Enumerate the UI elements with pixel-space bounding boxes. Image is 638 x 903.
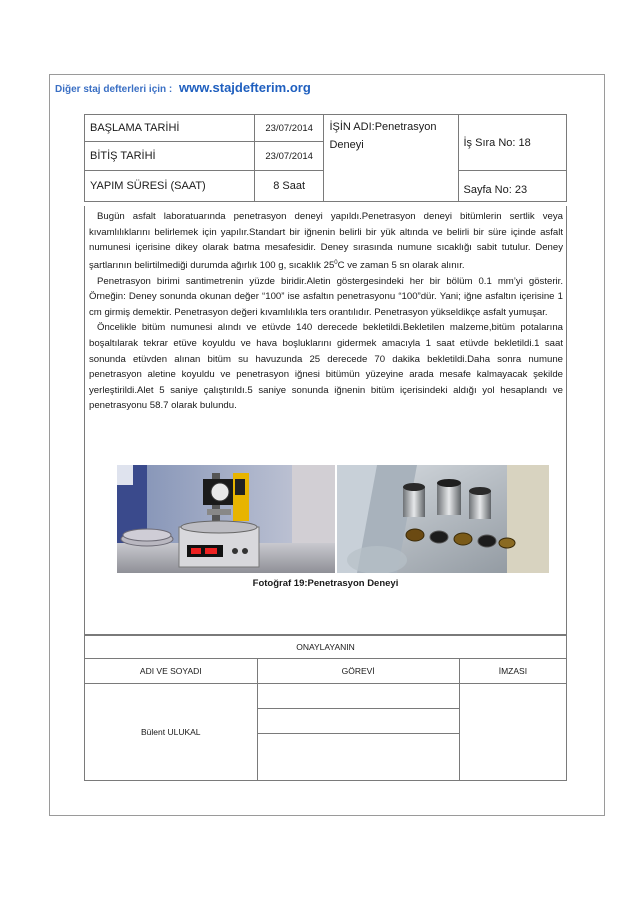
header-prefix: Diğer staj defterleri için : xyxy=(55,84,173,95)
sayfa-no: Sayfa No: 23 xyxy=(458,171,567,202)
duration-value: 8 Saat xyxy=(254,171,324,202)
report-text xyxy=(89,209,563,414)
start-date: 23/07/2014 xyxy=(254,115,324,142)
paragraph-2: Penetrasyon birimi santimetrenin yüzde biridir.Aletin göstergesindeki her bir bölüm 0.1 mm’yi gösterir. Örneğin: Deney sonunda okunan değer “100” ise asfaltın penetrasyonu “100”dür. Yani; iğne asfaltın içerisine 1 cm girmiş demektir. Penetrasyon değeri kıvamlılıkla ters orantılıdır. Penetrasyon yükseldikçe asfalt yumuşar. xyxy=(89,275,563,318)
role-cell-2 xyxy=(257,709,459,734)
containers-photo xyxy=(337,465,549,573)
paragraph-3: Öncelikle bitüm numunesi alındı ve etüvde 140 derecede bekletildi.Bekletilen malzeme,bitüm potalarına boşaltılarak tekrar etüve koyuldu ve hava boşluklarını gidermek amacıyla 1 saat etüvde bekletildi.1 saat sonunda etüvden alınan bitüm su havuzunda 25 derecede 70 dakika bekletildi.Daha sonra numune penetrasyon aletine koyuldu ve penetrasyon iğnesi bitümün yüzeyine arada mesafe kalmayacak şekilde yerleştirildi.Alet 5 saniye çalıştırıldı.5 saniye sonunda iğnenin bitüm içerisindeki aldığı yol hesaplandı ve penetrasyonu 58.7 olarak bulundu. xyxy=(89,322,563,412)
end-date: 23/07/2014 xyxy=(254,142,324,171)
approval-title: ONAYLAYANIN xyxy=(85,636,567,659)
site-link[interactable]: www.stajdefterim.org xyxy=(179,80,311,95)
approval-table xyxy=(84,635,567,781)
penetrometer-photo xyxy=(117,465,335,573)
role-cell-3 xyxy=(257,734,459,781)
col-name: ADI VE SOYADI xyxy=(85,659,258,684)
job-title: İŞİN ADI:Penetrasyon Deneyi xyxy=(324,115,458,202)
photos xyxy=(117,465,549,573)
sign-cell xyxy=(459,684,566,781)
paragraph-1: Bugün asfalt laboratuarında penetrasyon deneyi yapıldı.Penetrasyon deneyi bitümlerin sertlik veya kıvamlılıklarını belirlemek için yapılır.Standart bir iğnenin belirli bir yük altında ve belirli bir süre içinde asfalt numunesi içerisine dikey olarak batma mesafesidir. Deney sırasında numune sıcaklığı sabit tutulur. Deney şartlarının belirtilmediği durumda ağırlık 100 g, sıcaklık $25^0C$ ve zaman 5 sn olarak alınır. xyxy=(89,211,563,271)
sira-no: İş Sıra No: 18 xyxy=(458,115,567,171)
col-sign: İMZASI xyxy=(459,659,566,684)
col-role: GÖREVİ xyxy=(257,659,459,684)
end-label: BİTİŞ TARİHİ xyxy=(85,142,255,171)
photo-caption: Fotoğraf 19:Penetrasyon Deneyi xyxy=(252,578,399,589)
start-label: BAŞLAMA TARİHİ xyxy=(85,115,255,142)
approver-name: Bülent ULUKAL xyxy=(85,684,258,781)
info-table xyxy=(84,114,567,202)
role-cell-1 xyxy=(257,684,459,709)
header-line xyxy=(55,80,311,95)
duration-label: YAPIM SÜRESİ (SAAT) xyxy=(85,171,255,202)
